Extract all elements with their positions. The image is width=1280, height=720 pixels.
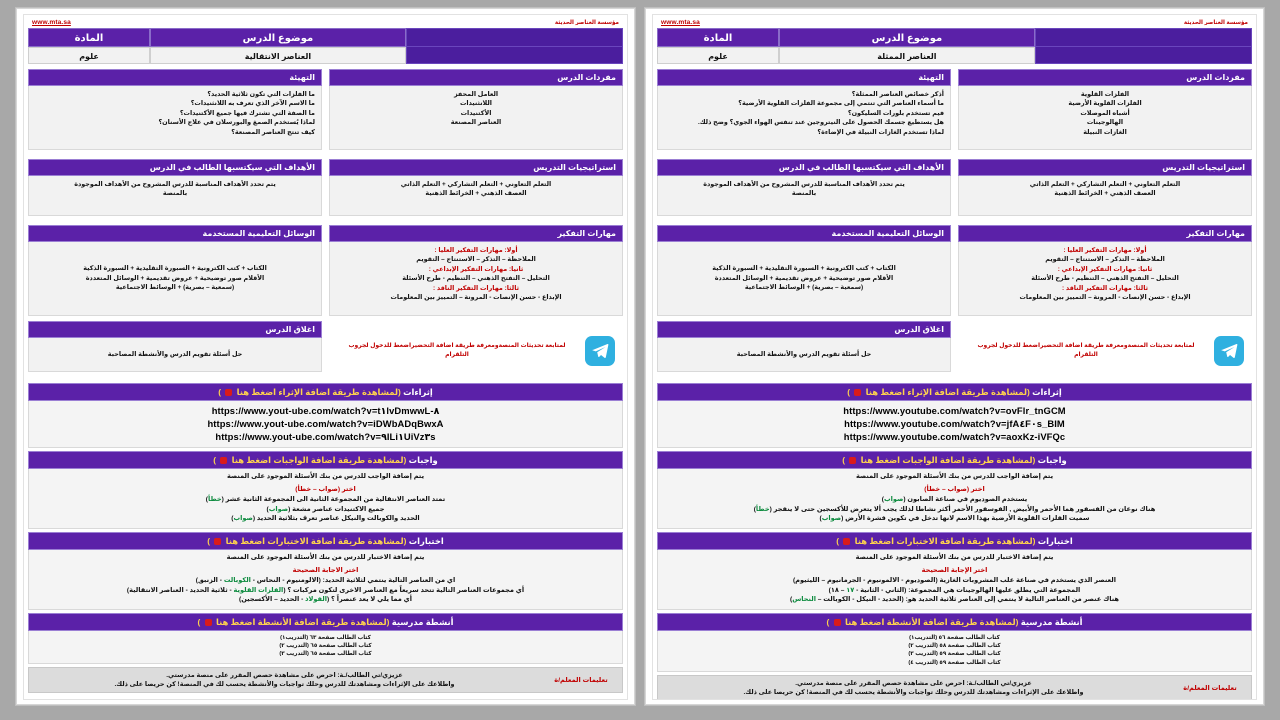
activities-title[interactable]: أنشطة مدرسية (لمشاهدة طريقة اضافة الأنشطة اضغط هنا )	[28, 613, 623, 631]
website-url[interactable]: www.mta.sa	[32, 19, 71, 26]
enrichment-section	[28, 383, 623, 448]
logo-placeholder-top	[1035, 28, 1252, 47]
teaching-media-box	[28, 225, 322, 316]
goals-box	[28, 159, 322, 216]
record-dot-icon	[205, 619, 212, 626]
prep-column	[657, 69, 951, 155]
homework-title[interactable]: واجبات (لمشاهدة طريقة اضافة الواجبات اضغط هنا )	[657, 451, 1252, 469]
activities-section	[657, 613, 1252, 672]
record-dot-icon	[843, 538, 850, 545]
thinking-skills-body: أولا: مهارات التفكير العليا : الملاحظة – التذكر – الاستنتاج – التقويم ثانيا: مهارات التفكير الإبداعي : التحليل – التفتح الذهني – التنظيم - طرح الأسئلة ثالثا: مهارات التفكير الناقد : الإبداع - حسن الإنصات - المرونة – التمييز بين المعلومات	[329, 242, 623, 316]
telegram-icon[interactable]	[1214, 336, 1244, 366]
goals-column	[657, 159, 951, 221]
preparation-body: ما الفلزات التي تكون ثلاثية الحديد؟ ما الاسم الآخر الذي تعرف به اللانثنيدات؟ ما الصفة التي تشترك فيها جميع الأكتنيدات؟ لماذا يُستخدم الصمغ والبورسلان في علاج الأسنان؟ كيف تنتج العناصر المصنعة؟	[28, 86, 322, 150]
tests-title[interactable]: اختبارات (لمشاهدة طريقة اضافة الاختبارات اضغط هنا )	[657, 532, 1252, 550]
strategies-column	[329, 159, 623, 221]
organization-name: مؤسسة العناصر الحديثة	[554, 19, 619, 26]
strategies-title: استراتيجيات التدريس	[958, 159, 1252, 176]
thinking-skills-title: مهارات التفكير	[958, 225, 1252, 242]
logo-cell	[406, 28, 623, 64]
thinking-column	[329, 225, 623, 379]
row-thinking-media	[657, 225, 1252, 379]
lesson-topic-value: العناصر الانتقالية	[150, 47, 406, 64]
vocabulary-title: مفردات الدرس	[329, 69, 623, 86]
activities-section	[28, 613, 623, 664]
preparation-title: التهيئة	[657, 69, 951, 86]
media-column	[657, 225, 951, 379]
thinking-column	[958, 225, 1252, 379]
strategies-body: التعلم التعاوني + التعلم التشاركي + التعلم الذاتي العصف الذهني + الخرائط الذهنية	[958, 176, 1252, 216]
lesson-topic-value: العناصر الممثلة	[779, 47, 1035, 64]
vocabulary-title: مفردات الدرس	[958, 69, 1252, 86]
homework-body: يتم إضافة الواجب للدرس من بنك الأسئلة الموجود على المنصة اختر (صواب – خطأ) تمتد العناصر الانتقالية من المجموعة الثانية الى المجموعة الثانية عشر (خطأ) جميع الاكتنيدات عناصر مشعة (صواب) الحديد والكوبالت والنيكل عناصر تعرف بثلاثية الحديد (صواب)	[28, 469, 623, 529]
teacher-instructions	[28, 667, 623, 694]
enrichment-title[interactable]: إثراءات (لمشاهدة طريقة اضافة الإثراء اضغط هنا )	[28, 383, 623, 401]
teacher-instructions	[657, 675, 1252, 700]
document-page-2	[645, 8, 1264, 705]
page-header-line	[28, 18, 623, 28]
goals-box	[657, 159, 951, 216]
closing-box	[657, 321, 951, 372]
website-url[interactable]: www.mta.sa	[661, 19, 700, 26]
telegram-promo[interactable]	[329, 321, 623, 379]
record-dot-icon	[214, 538, 221, 545]
thinking-skills-box	[958, 225, 1252, 316]
tests-section	[657, 532, 1252, 610]
row-prep-vocab	[657, 69, 1252, 155]
goals-body: يتم تحدد الأهداف المناسبة للدرس المشروح من الأهداف الموجودة بالمنصة	[657, 176, 951, 216]
homework-body: يتم إضافة الواجب للدرس من بنك الأسئلة الموجود على المنصة اختر (صواب – خطأ) يستخدم الصوديوم في صناعة الصابون (صواب) هناك نوعان من الفسفور هما الأحمر والأبيض , الفوسفور الأحمر أكثر نشاطا لذلك يجب ألا يتعرض للأكسجين حتى لا ينفجر (خطأ) سميت الفلزات القلوية الأرضية بهذا الاسم لانها تدخل في تكوين قشرة الأرض (صواب)	[657, 469, 1252, 529]
homework-section	[28, 451, 623, 529]
strategies-body: التعلم التعاوني + التعلم التشاركي + التعلم الذاتي العصف الذهني + الخرائط الذهنية	[329, 176, 623, 216]
telegram-promo[interactable]	[958, 321, 1252, 379]
enrichment-title[interactable]: إثراءات (لمشاهدة طريقة اضافة الإثراء اضغط هنا )	[657, 383, 1252, 401]
strategies-box	[958, 159, 1252, 216]
logo-placeholder-bottom	[406, 47, 623, 64]
document-page-1	[16, 8, 635, 705]
enrichment-section	[657, 383, 1252, 448]
row-goals-strategies	[28, 159, 623, 221]
closing-title: اغلاق الدرس	[657, 321, 951, 338]
enrichment-links[interactable]: https://www.yout-ube.com/watch?v=t١lvDmwwL-٨ https://www.yout-ube.com/watch?v=iDWbADqBwxA https://www.yout-ube.com/watch?v=٩ILi١UiVz٣s	[207, 405, 444, 442]
subject-value: علوم	[28, 47, 150, 64]
vocab-column	[329, 69, 623, 155]
preparation-box	[657, 69, 951, 150]
record-dot-icon	[220, 457, 227, 464]
media-column	[28, 225, 322, 379]
lesson-header-table	[28, 28, 623, 64]
prep-column	[28, 69, 322, 155]
vocab-column	[958, 69, 1252, 155]
strategies-column	[958, 159, 1252, 221]
logo-placeholder-bottom	[1035, 47, 1252, 64]
teacher-instructions-label: تعليمات المعلم/ة	[1183, 685, 1237, 693]
teaching-media-title: الوسائل التعليمية المستخدمة	[28, 225, 322, 242]
preparation-body: أذكر خصائص العناصر الممثلة؟ ما أسماء العناصر التي تنتمي إلى مجموعة الفلزات القلوية الأرضية؟ فيم تستخدم بلورات السليكون؟ هل يستطيع جسمك الحصول على النيتروجين عند تنفس الهواء الجوي؟ وضح ذلك. لماذا تستخدم الغازات النبيلة في الإضاءة؟	[657, 86, 951, 150]
lesson-topic-column	[779, 28, 1035, 64]
closing-box	[28, 321, 322, 372]
organization-name: مؤسسة العناصر الحديثة	[1183, 19, 1248, 26]
tests-body: يتم إضافة الاختبار للدرس من بنك الأسئلة الموجود على المنصة اختر الاجابة الصحيحة اي من العناصر التالية ينتمي لثلاثية الحديد: (الالومنيوم - النحاس - الكوبالت - الزنبق) أي مجموعات العناصر التالية تتحد سريعاً مع العناصر الاخرى لتكون مركبات ؟ (الفلزات القلوية - ثلاثية الحديد - العناصر الانتقالية) أي مما يلي لا يعد عنصراً ؟ (الفولاذ - الحديد – الأكسجين)	[28, 550, 623, 610]
page-header-line	[657, 18, 1252, 28]
telegram-icon[interactable]	[585, 336, 615, 366]
lesson-topic-label: موضوع الدرس	[779, 28, 1035, 47]
strategies-title: استراتيجيات التدريس	[329, 159, 623, 176]
teacher-instructions-text: عزيزي/تي الطالب/ـة: احرص على مشاهدة حصص المقرر على منصة مدرستي. واطلاعك على الإثراءات ومشاهدتك للدرس وحلك تواجبات والأنشطة يحسب لك في المنصة! كن حريصا على ذلك.	[114, 671, 455, 688]
closing-body: حل أسئلة تقويم الدرس والأنشطة المصاحبة	[657, 338, 951, 372]
goals-column	[28, 159, 322, 221]
vocabulary-body: الفلزات القلوية الفلزات القلوية الأرضية أشباه الموصلات الهالوجينات الغازات النبيلة	[958, 86, 1252, 150]
subject-label: المادة	[28, 28, 150, 47]
thinking-skills-title: مهارات التفكير	[329, 225, 623, 242]
row-thinking-media	[28, 225, 623, 379]
tests-body: يتم إضافة الاختبار للدرس من بنك الأسئلة الموجود على المنصة اختر الإجابة الصحيحة العنصر الذي يستخدم في صناعة علب المشروبات الغازية (الصوديوم - الالمونيوم - الجرمانيوم – الليثيوم) المجموعة التي يطلق عليها الهالوجينات هي المجموعة: (الثاني - الثانية - ١٧ – ١٨) هناك عنصر من العناصر التالية لا ينتمي إلى العناصر ثلاثية الحديد هو: (الحديد - النيكل - الكوبالت – النحاس)	[657, 550, 1252, 610]
preparation-box	[28, 69, 322, 150]
strategies-box	[329, 159, 623, 216]
teaching-media-box	[657, 225, 951, 316]
preparation-title: التهيئة	[28, 69, 322, 86]
row-goals-strategies	[657, 159, 1252, 221]
lesson-header-table	[657, 28, 1252, 64]
goals-body: يتم تحدد الأهداف المناسبة للدرس المشروح من الأهداف الموجودة بالمنصة	[28, 176, 322, 216]
vocabulary-box	[958, 69, 1252, 150]
logo-cell	[1035, 28, 1252, 64]
thinking-skills-box	[329, 225, 623, 316]
vocabulary-body: العامل المحفز اللانثنيدات الأكتنيدات العناصر المصنعة	[329, 86, 623, 150]
telegram-promo-text: لمتابعة تحديثات المنصةومعرفة طريقة اضافة التحضيراضغط للدخول لجروب التلقرام	[977, 343, 1195, 358]
homework-section	[657, 451, 1252, 529]
record-dot-icon	[849, 457, 856, 464]
homework-title[interactable]: واجبات (لمشاهدة طريقة اضافة الواجبات اضغط هنا )	[28, 451, 623, 469]
thinking-skills-body: أولا: مهارات التفكير العليا : الملاحظة – التذكر – الاستنتاج – التقويم ثانيا: مهارات التفكير الإبداعي : التحليل – التفتح الذهني – التنظيم - طرح الأسئلة ثالثا: مهارات التفكير الناقد : الإبداع - حسن الإنصات - المرونة – التمييز بين المعلومات	[958, 242, 1252, 316]
closing-body: حل أسئلة تقويم الدرس والأنشطة المصاحبة	[28, 338, 322, 372]
teaching-media-body: الكتاب + كتب الكترونية + السبورة التقليدية + السبورة الذكية الأقلام صور توضيحية + عروض تقديمية + الوسائل المتعددة (سمعية – بصرية) + الوسائط الاجتماعية	[657, 242, 951, 316]
record-dot-icon	[225, 389, 232, 396]
lesson-topic-label: موضوع الدرس	[150, 28, 406, 47]
activities-title[interactable]: أنشطة مدرسية (لمشاهدة طريقة اضافة الأنشطة اضغط هنا )	[657, 613, 1252, 631]
logo-placeholder-top	[406, 28, 623, 47]
subject-label: المادة	[657, 28, 779, 47]
goals-title: الأهداف التي سيكتسبها الطالب في الدرس	[657, 159, 951, 176]
activities-body: كتاب الطالب صفحة ٦٣ (التدريب١) كتاب الطالب صفحة ٦٥ (التدريب ٢) كتاب الطالب صفحة ٦٥ (التدريب ٣)	[28, 631, 623, 664]
telegram-promo-text: لمتابعة تحديثات المنصةومعرفة طريقة اضافة التحضيراضغط للدخول لجروب التلقرام	[348, 343, 566, 358]
teacher-instructions-label: تعليمات المعلم/ة	[554, 676, 608, 684]
row-prep-vocab	[28, 69, 623, 155]
tests-title[interactable]: اختبارات (لمشاهدة طريقة اضافة الاختبارات اضغط هنا )	[28, 532, 623, 550]
page-content	[23, 14, 628, 700]
page-content	[652, 14, 1257, 700]
teaching-media-body: الكتاب + كتب الكترونية + السبورة التقليدية + السبورة الذكية الأقلام صور توضيحية + عروض تقديمية + الوسائل المتعددة (سمعية – بصرية) + الوسائط الاجتماعية	[28, 242, 322, 316]
subject-column	[28, 28, 150, 64]
page-bottom-space	[28, 693, 623, 696]
enrichment-links[interactable]: https://www.youtube.com/watch?v=ovFlr_tnGCM https://www.youtube.com/watch?v=jfA٤F٠s_BIM https://www.youtube.com/watch?v=aoxKz-iVFQc	[843, 405, 1066, 442]
subject-column	[657, 28, 779, 64]
goals-title: الأهداف التي سيكتسبها الطالب في الدرس	[28, 159, 322, 176]
vocabulary-box	[329, 69, 623, 150]
record-dot-icon	[834, 619, 841, 626]
teaching-media-title: الوسائل التعليمية المستخدمة	[657, 225, 951, 242]
enrichment-body	[28, 401, 623, 448]
lesson-topic-column	[150, 28, 406, 64]
subject-value: علوم	[657, 47, 779, 64]
closing-title: اغلاق الدرس	[28, 321, 322, 338]
enrichment-body	[657, 401, 1252, 448]
activities-body: كتاب الطالب صفحة ٥٦ (التدريب١) كتاب الطالب صفحة ٥٨ (التدريب ٢) كتاب الطالب صفحة ٥٩ (التدريب ٣) كتاب الطالب صفحة ٥٩ (التدريب ٤)	[657, 631, 1252, 672]
teacher-instructions-text: عزيزي/تي الطالب/ـة: احرص على مشاهدة حصص المقرر على منصة مدرستي. واطلاعك على الإثراءات ومشاهدتك للدرس وحلك تواجبات والأنشطة يحسب لك في المنصة! كن حريصا على ذلك.	[743, 679, 1084, 697]
tests-section	[28, 532, 623, 610]
record-dot-icon	[854, 389, 861, 396]
